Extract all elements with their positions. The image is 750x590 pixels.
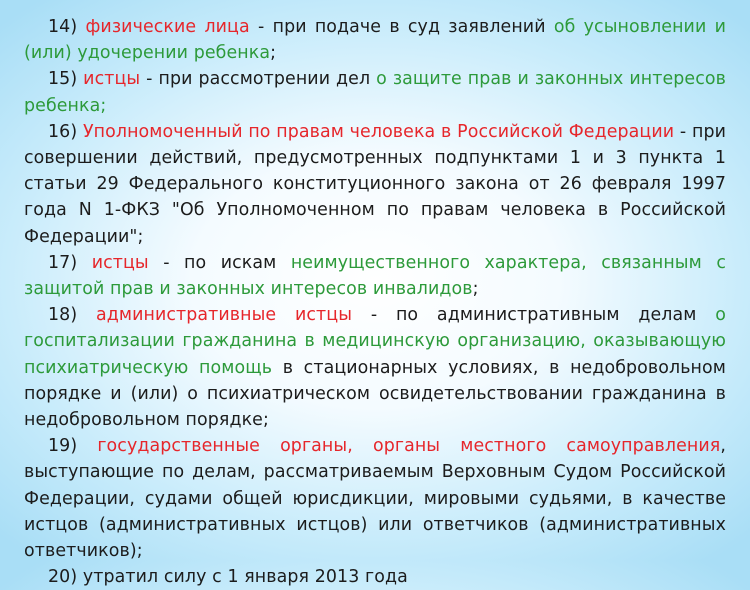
body-text: ; (270, 43, 277, 64)
list-item-15 (24, 66, 726, 118)
item-number: 19) (48, 436, 78, 457)
item-number: 20) (48, 567, 78, 588)
body-text: в стационарных условиях, в недобровольном порядке и (или) о психиатрическом освидетельствовании гражданина в недобровольном порядке; (24, 357, 726, 431)
list-item-17 (24, 250, 726, 302)
case-type-text: об усыновлении и (или) удочерении ребенка (24, 17, 726, 64)
body-text: - по административным делам (352, 305, 716, 326)
body-text: утратил силу с 1 января 2013 года (82, 567, 408, 588)
subject-text: физические лица (85, 17, 250, 37)
body-text: - при совершении действий, предусмотренных подпунктами 1 и 3 пункта 1 статьи 29 Федерального конституционного закона от 26 февраля 1997 года N 1-ФКЗ "Об Уполномоченном по правам человека в Российской Федерации"; (24, 121, 726, 247)
subject-text: Уполномоченный по правам человека в Российской Федерации (82, 121, 675, 142)
body-text: - при рассмотрении дел (140, 69, 377, 90)
list-item-14 (24, 14, 726, 66)
list-item-19 (24, 433, 726, 564)
case-type-text: о защите прав и законных интересов ребенка; (24, 69, 726, 116)
body-text: - при подаче в суд заявлений (249, 17, 554, 37)
item-number: 16) (48, 121, 78, 142)
slide-text-body (24, 14, 726, 590)
subject-text: административные истцы (95, 305, 353, 326)
body-text: , выступающие по делам, рассматриваемым Верховным Судом Российской Федерации, судами общей юрисдикции, мировыми судьями, в качестве истцов (административных истцов) или ответчиков (административных ответчиков); (24, 436, 726, 562)
body-text: - по искам (148, 252, 291, 273)
subject-text: истцы (91, 252, 149, 273)
item-number: 15) (48, 69, 78, 90)
list-item-20 (24, 564, 726, 590)
list-item-16 (24, 119, 726, 250)
list-item-18 (24, 302, 726, 433)
case-type-text: неимущественного характера, связанным с защитой прав и законных интересов инвалидов (24, 252, 726, 300)
item-number: 17) (48, 252, 78, 273)
body-text: ; (472, 279, 479, 300)
item-number: 18) (48, 305, 78, 326)
subject-text: государственные органы, органы местного самоуправления (97, 436, 721, 457)
item-number: 14) (48, 17, 78, 37)
case-type-text: о госпитализации гражданина в медицинскую организацию, оказывающую психиатрическую помощь (24, 305, 726, 378)
subject-text: истцы (83, 69, 141, 90)
